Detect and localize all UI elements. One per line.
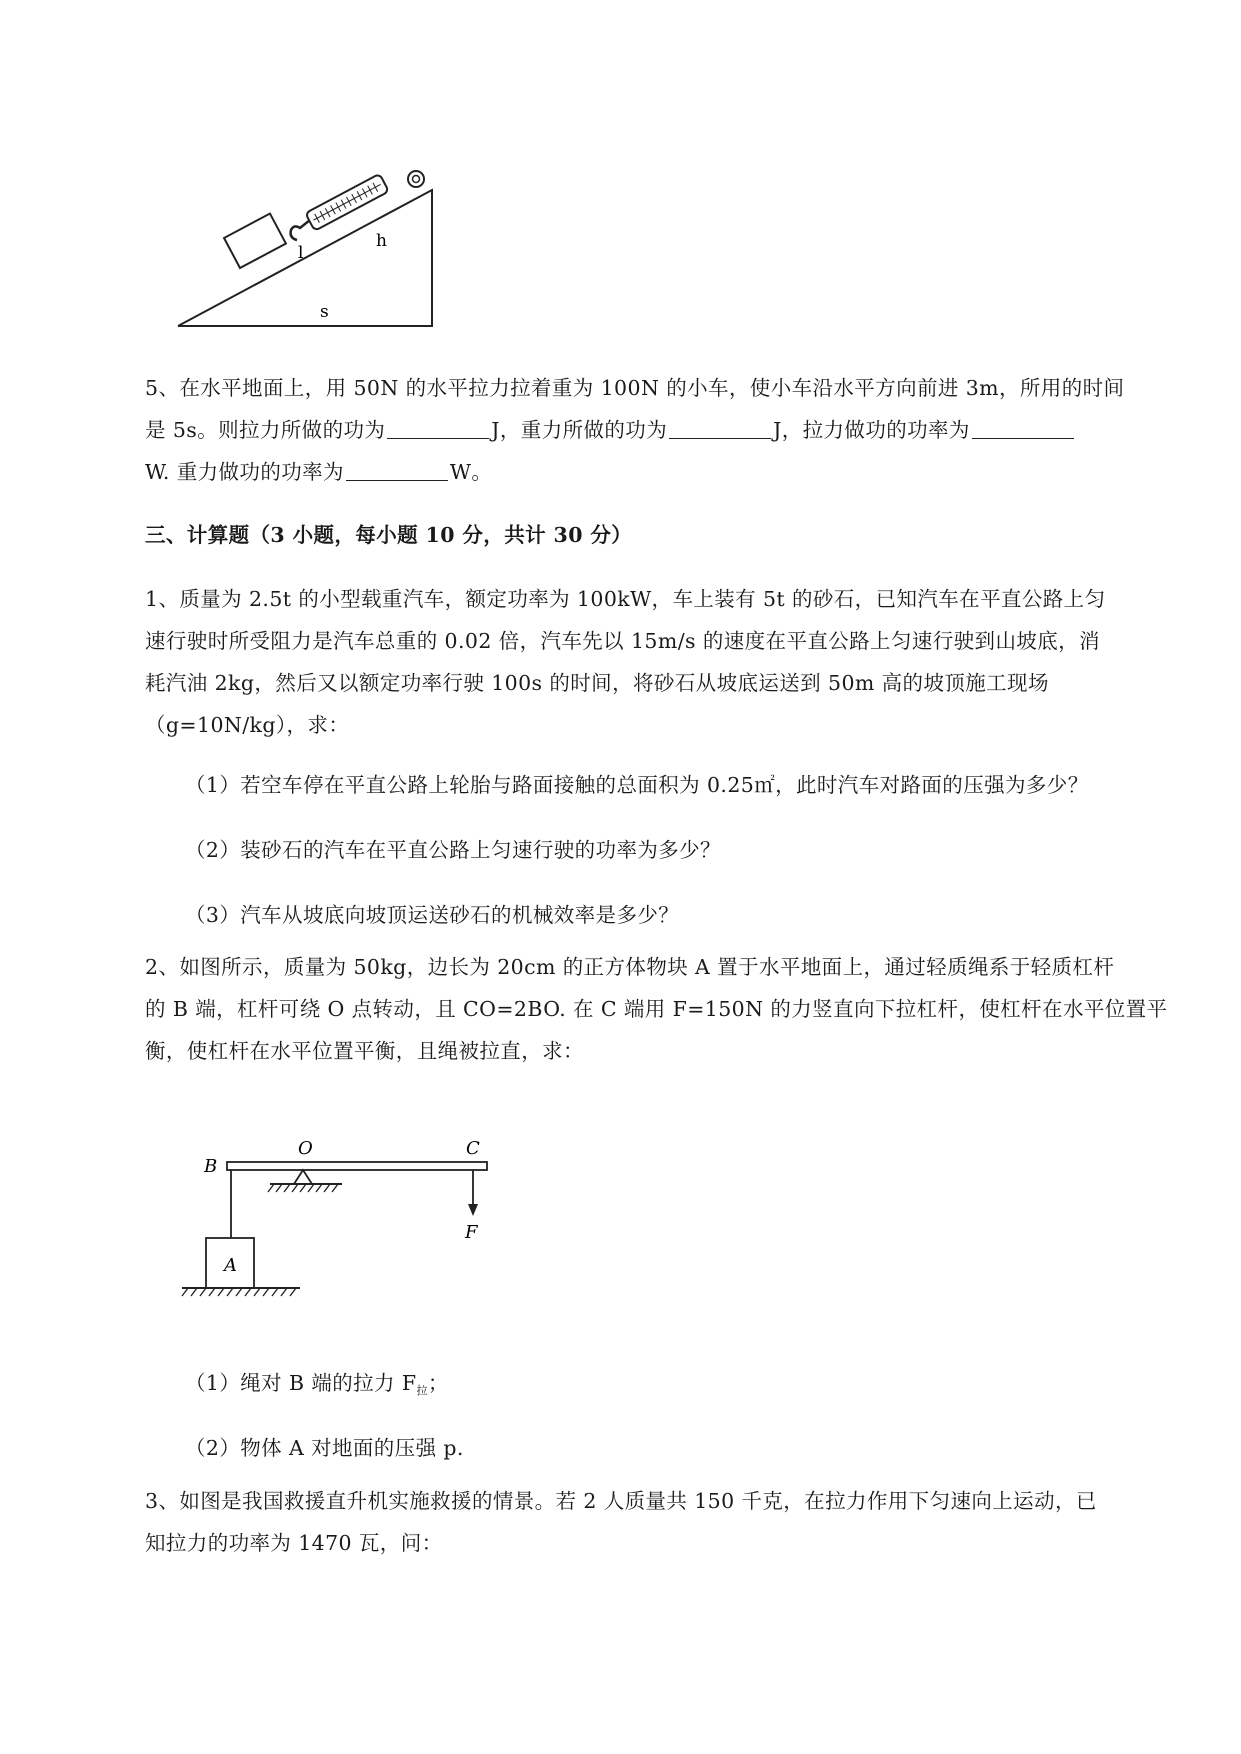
scale-ring [408,171,424,187]
label-h: h [376,231,387,251]
q5-line1: 5、在水平地面上，用 50N 的水平拉力拉着重为 100N 的小车，使小车沿水平方向前进 3m，所用的时间 [145,376,1125,400]
label-s: s [320,302,329,322]
answer-blank[interactable] [387,416,489,439]
label-c: C [466,1138,480,1159]
q5-line3: W. 重力做功的功率为 W。 [145,460,493,484]
calc2-line3: 衡，使杠杆在水平位置平衡，且绳被拉直，求： [145,1039,584,1063]
label-b: B [204,1156,218,1177]
calc3-line2: 知拉力的功率为 1470 瓦，问： [145,1531,443,1555]
calc2-line2: 的 B 端，杠杆可绕 O 点转动，且 CO=2BO. 在 C 端用 F=150N 的力竖直向下拉杠杆，使杠杆在水平位置平 [145,997,1168,1021]
calc1-line2: 速行驶时所受阻力是汽车总重的 0.02 倍，汽车先以 15m/s 的速度在平直公路上匀速行驶到山坡底，消 [145,629,1100,653]
calc3-line1: 3、如图是我国救援直升机实施救援的情景。若 2 人质量共 150 千克，在拉力作用下匀速向上运动，已 [145,1489,1097,1513]
pivot [294,1170,312,1184]
calc1-sub3: （3）汽车从坡底向坡顶运送砂石的机械效率是多少？ [185,903,680,927]
calc-question-2 [145,946,1168,1072]
calc2-sub1: （1）绳对 B 端的拉力 $F_拉$； [185,1371,449,1397]
answer-blank[interactable] [669,416,771,439]
label-l: l [298,243,304,263]
calc1-sub2: （2）装砂石的汽车在平直公路上匀速行驶的功率为多少？ [185,838,721,862]
answer-blank[interactable] [346,458,448,481]
section-title: 三、计算题（3 小题，每小题 10 分，共计 30 分） [145,523,633,547]
calc1-line4: （g=10N/kg），求： [145,713,350,737]
calc1-sub1: （1）若空车停在平直公路上轮胎与路面接触的总面积为 0.25㎡，此时汽车对路面的压强为多少？ [185,773,1089,797]
hook [291,220,310,240]
lever-bar [227,1162,487,1170]
calc2-sub2: （2）物体 A 对地面的压强 p. [185,1436,464,1460]
label-f: F [465,1222,478,1243]
lever-figure [170,1138,500,1298]
question-5 [145,367,1150,493]
calc1-line3: 耗汽油 2kg，然后又以额定功率行驶 100s 的时间，将砂石从坡底运送到 50m 高的坡顶施工现场 [145,671,1049,695]
spring-scale [305,174,389,231]
block [224,214,286,268]
calc-question-1 [145,578,1150,746]
calc2-line1: 2、如图所示，质量为 50kg，边长为 20cm 的正方体物块 A 置于水平地面上，通过轻质绳系于轻质杠杆 [145,955,1115,979]
q5-line2: 是 5s。则拉力所做的功为 J，重力所做的功为 J，拉力做功的功率为 [145,409,1150,451]
label-o: O [298,1138,313,1159]
label-a: A [224,1255,237,1276]
answer-blank[interactable] [972,416,1074,439]
incline-figure [170,160,460,335]
incline-triangle [178,190,432,326]
calc1-line1: 1、质量为 2.5t 的小型载重汽车，额定功率为 100kW，车上装有 5t 的砂石，已知汽车在平直公路上匀 [145,587,1106,611]
calc-question-3 [145,1480,1150,1564]
